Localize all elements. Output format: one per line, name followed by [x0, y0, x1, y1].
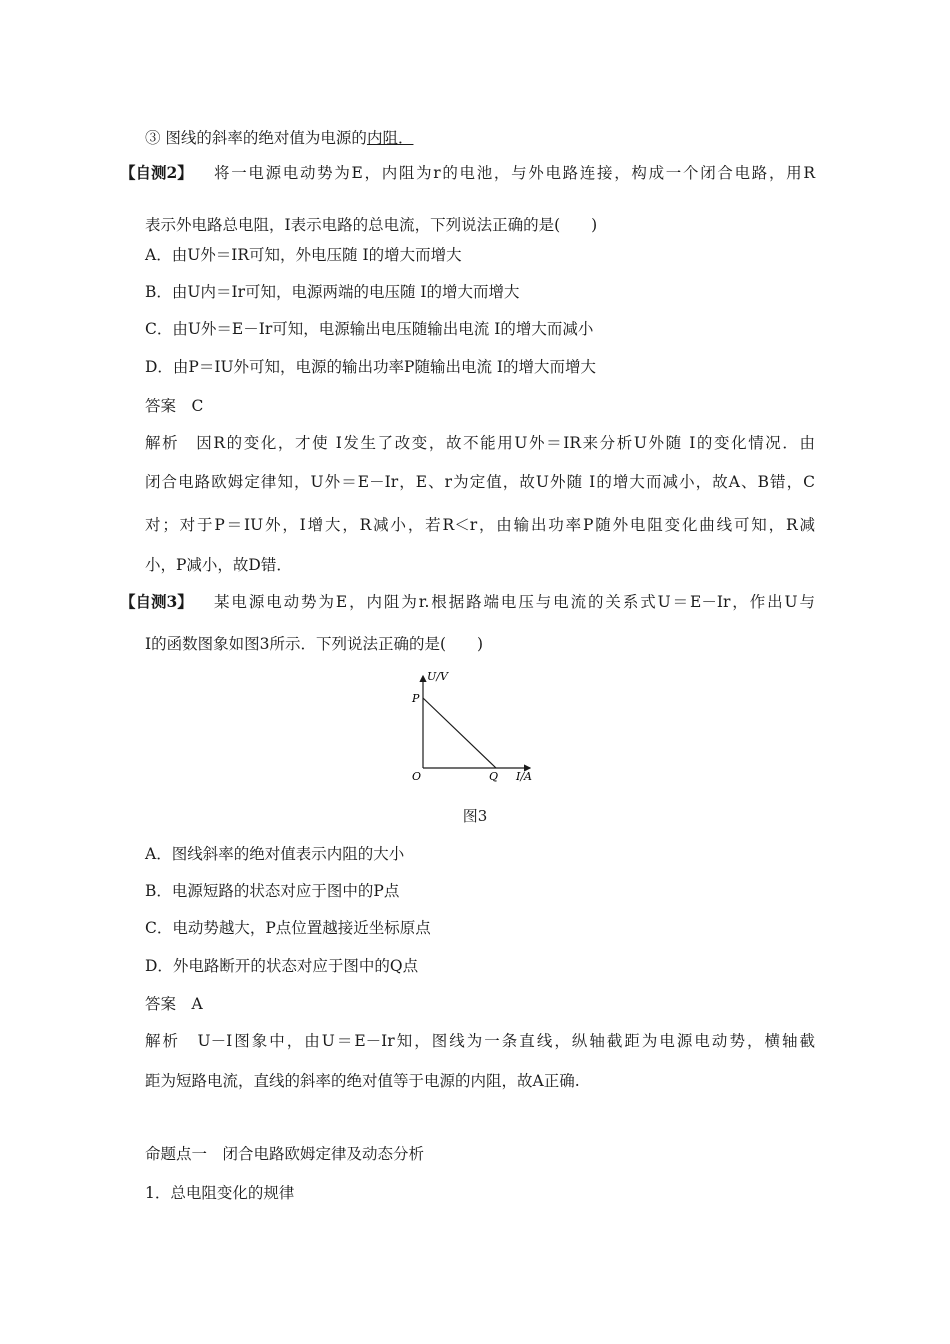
- q3-explanation-line2: 距为短路电流，直线的斜率的绝对值等于电源的内阻，故A正确.: [145, 1072, 580, 1090]
- q3-stem-line2: I的函数图象如图3所示．下列说法正确的是( ): [145, 635, 484, 653]
- q3-stem-line1: 某电源电动势为E，内阻为r.根据路端电压与电流的关系式U＝E－Ir，作出U与: [214, 593, 815, 611]
- y-axis-label: U/V: [427, 670, 448, 683]
- q3-option-c: C．电动势越大，P点位置越接近坐标原点: [145, 919, 431, 937]
- q2-explanation-line1: 解析 因R的变化，才使 I发生了改变，故不能用U外＝IR来分析U外随 I的变化情况．由: [145, 434, 815, 452]
- q2-explanation-line4: 小，P减小，故D错．: [145, 556, 292, 574]
- q2-tag: 【自测2】: [120, 163, 193, 182]
- q3-option-a: A．图线斜率的绝对值表示内阻的大小: [145, 845, 405, 863]
- q2-option-c: C．由U外＝E－Ir可知，电源输出电压随输出电流 I的增大而减小: [145, 320, 594, 338]
- q3-explanation-line1: 解析 U－I图象中，由U＝E－Ir知，图线为一条直线，纵轴截距为电源电动势，横轴截: [145, 1032, 815, 1050]
- underlined-answer: 内阻．: [366, 129, 414, 147]
- x-axis-label: I/A: [516, 770, 532, 783]
- ui-graph-figure: [400, 668, 550, 786]
- q2-explanation-line2: 闭合电路欧姆定律知，U外＝E－Ir，E、r为定值，故U外随 I的增大而减小，故A、B错，C: [145, 473, 815, 491]
- origin-label: O: [412, 770, 422, 783]
- ui-line: [423, 698, 496, 768]
- q2-stem-line2: 表示外电路总电阻，I表示电路的总电流，下列说法正确的是( ): [145, 216, 598, 234]
- q2-stem-line1: 将一电源电动势为E，内阻为r的电池，与外电路连接，构成一个闭合电路，用R: [214, 164, 815, 182]
- subsection-heading: 1．总电阻变化的规律: [145, 1184, 295, 1202]
- q3-option-d: D．外电路断开的状态对应于图中的Q点: [145, 957, 419, 975]
- conclusion-line: ③ 图线的斜率的绝对值为电源的内阻．: [145, 129, 414, 147]
- q3-answer: 答案 A: [145, 995, 203, 1013]
- q2-option-b: B．由U内＝Ir可知，电源两端的电压随 I的增大而增大: [145, 283, 520, 301]
- q2-explanation-line3: 对；对于P＝IU外，I增大，R减小，若R＜r，由输出功率P随外电阻变化曲线可知，R减: [145, 516, 815, 534]
- point-p-label: P: [412, 692, 420, 705]
- section-heading: 命题点一 闭合电路欧姆定律及动态分析: [145, 1145, 425, 1163]
- q2-answer: 答案 C: [145, 397, 204, 415]
- q2-option-d: D．由P＝IU外可知，电源的输出功率P随输出电流 I的增大而增大: [145, 358, 597, 376]
- q3-option-b: B．电源短路的状态对应于图中的P点: [145, 882, 400, 900]
- figure-caption: 图3: [462, 807, 488, 825]
- point-q-label: Q: [489, 770, 499, 783]
- q2-option-a: A．由U外＝IR可知，外电压随 I的增大而增大: [145, 246, 462, 264]
- q3-tag: 【自测3】: [120, 592, 193, 611]
